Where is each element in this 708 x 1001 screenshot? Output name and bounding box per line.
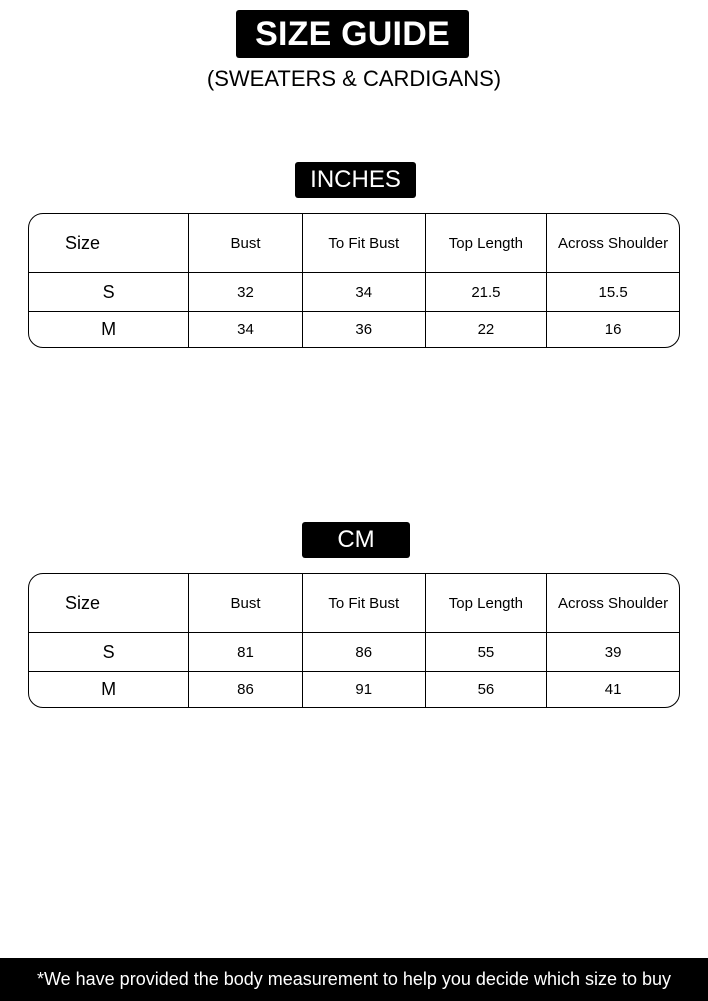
inches-size-table bbox=[28, 213, 680, 348]
top-length-cell: 56 bbox=[426, 672, 548, 707]
bust-cell: 32 bbox=[189, 273, 303, 312]
column-header-bust: Bust bbox=[189, 214, 303, 273]
across-shoulder-cell: 16 bbox=[604, 321, 622, 338]
size-cell: M bbox=[29, 672, 189, 707]
size-cell: S bbox=[29, 273, 189, 312]
top-length-cell: 21.5 bbox=[426, 273, 548, 312]
column-header-size: Size bbox=[29, 214, 189, 273]
bust-cell: 86 bbox=[189, 672, 303, 707]
cm-section-label: CM bbox=[302, 522, 410, 558]
column-header-to-fit-bust: To Fit Bust bbox=[303, 574, 426, 633]
column-header-to-fit-bust: To Fit Bust bbox=[303, 214, 426, 273]
across-shoulder-cell: 41 bbox=[604, 681, 622, 698]
table-row bbox=[29, 672, 679, 707]
top-length-cell: 22 bbox=[426, 312, 548, 347]
page-subtitle: (SWEATERS & CARDIGANS) bbox=[206, 66, 502, 91]
table-header-row bbox=[29, 214, 679, 273]
cm-size-table bbox=[28, 573, 680, 708]
page-title: SIZE GUIDE bbox=[236, 10, 469, 58]
column-header-across-shoulder: Across Shoulder bbox=[547, 214, 679, 273]
table-row bbox=[29, 273, 679, 312]
to-fit-bust-cell: 86 bbox=[303, 633, 426, 672]
to-fit-bust-cell: 34 bbox=[303, 273, 426, 312]
inches-section-label: INCHES bbox=[295, 162, 416, 198]
column-header-size: Size bbox=[29, 574, 189, 633]
column-header-bust: Bust bbox=[189, 574, 303, 633]
across-shoulder-cell: 39 bbox=[547, 633, 679, 672]
table-row bbox=[29, 633, 679, 672]
table-row bbox=[29, 312, 679, 347]
column-header-top-length: Top Length bbox=[426, 574, 548, 633]
table-header-row bbox=[29, 574, 679, 633]
to-fit-bust-cell: 91 bbox=[303, 672, 426, 707]
bust-cell: 81 bbox=[189, 633, 303, 672]
across-shoulder-cell: 15.5 bbox=[547, 273, 679, 312]
size-cell: S bbox=[29, 633, 189, 672]
column-header-across-shoulder: Across Shoulder bbox=[547, 574, 679, 633]
bust-cell: 34 bbox=[189, 312, 303, 347]
size-cell: M bbox=[29, 312, 189, 347]
top-length-cell: 55 bbox=[426, 633, 548, 672]
footer-note: *We have provided the body measurement to help you decide which size to buy bbox=[0, 958, 708, 1001]
to-fit-bust-cell: 36 bbox=[303, 312, 426, 347]
column-header-top-length: Top Length bbox=[426, 214, 548, 273]
